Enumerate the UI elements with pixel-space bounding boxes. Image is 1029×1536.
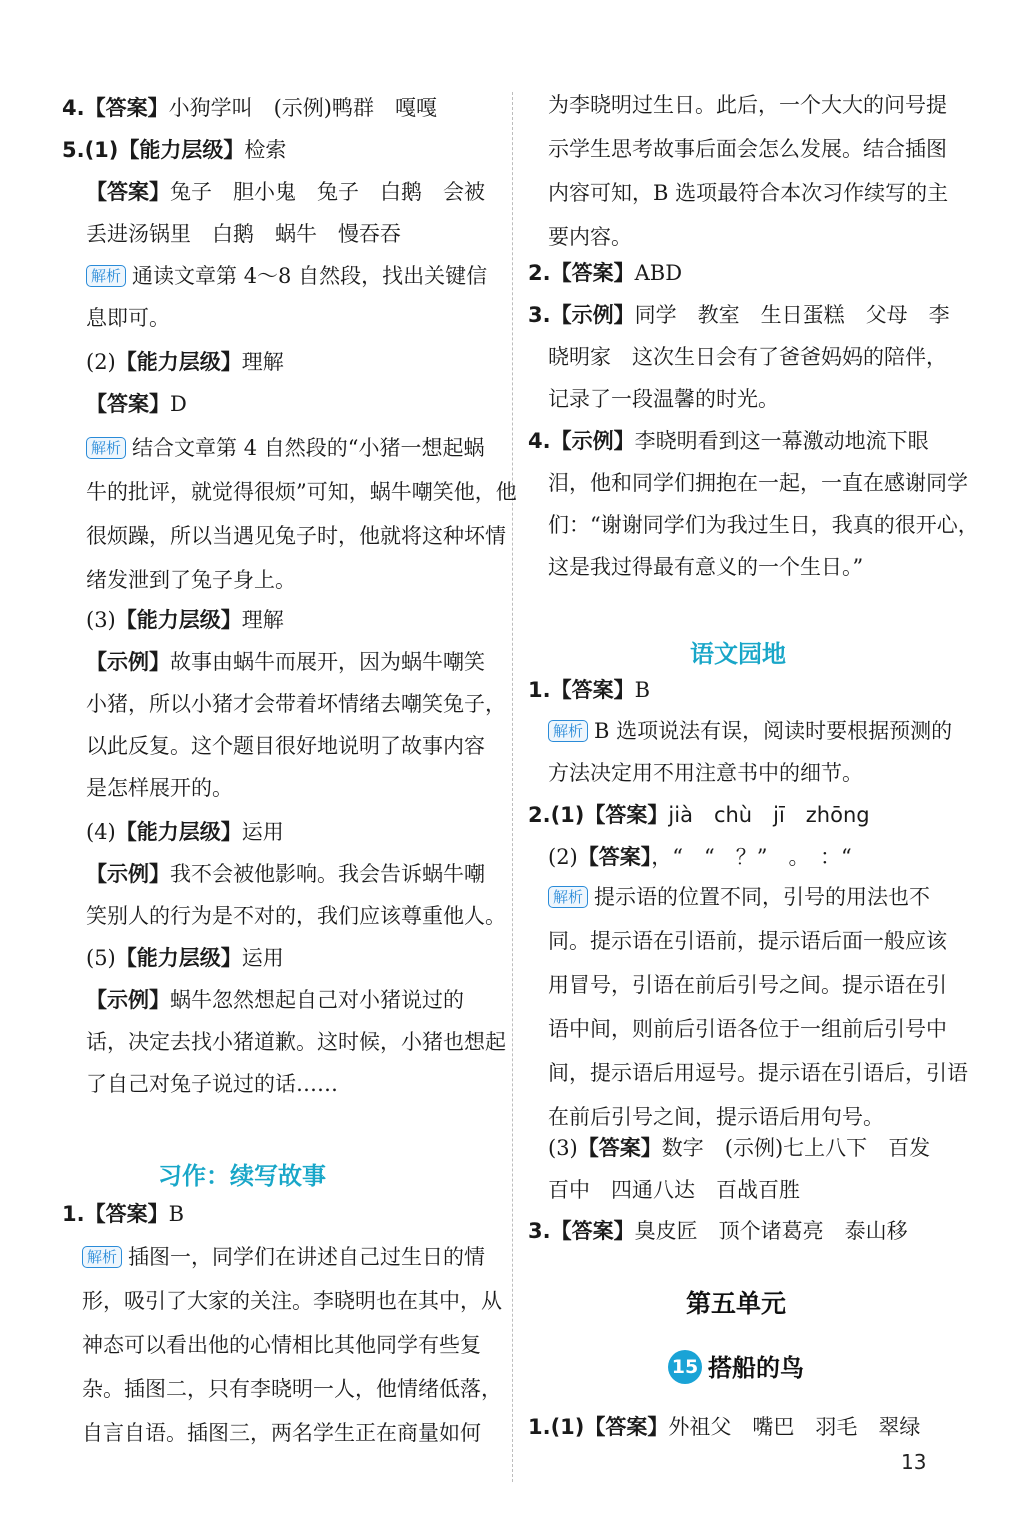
q5-3-example-line: 是怎样展开的。	[86, 776, 233, 800]
analysis-badge: 解析	[82, 1246, 122, 1268]
section-heading-garden: 语文园地	[690, 640, 786, 668]
w1-analysis-line: 杂。插图二，只有李晓明一人，他情绪低落，	[82, 1377, 502, 1401]
q5-5-level-line: (5)【能力层级】运用	[86, 946, 284, 970]
q5-1-level-line: 5.(1)【能力层级】检索	[62, 138, 287, 162]
q5-1-analysis-line: 息即可。	[86, 306, 170, 330]
analysis-badge: 解析	[548, 886, 588, 908]
w3-example-line: 晓明家 这次生日会有了爸爸妈妈的陪伴，	[548, 345, 947, 369]
w1-analysis-cont-line: 为李晓明过生日。此后，一个大大的问号提	[548, 93, 947, 117]
g1-analysis-line: 方法决定用不用注意书中的细节。	[548, 761, 863, 785]
q5-1-analysis-line: 解析 通读文章第 4～8 自然段，找出关键信	[86, 259, 487, 293]
column-divider	[512, 92, 513, 1482]
w4-example-line: 们：“谢谢同学们为我过生日，我真的很开心，	[548, 513, 979, 537]
w1-analysis-cont-line: 要内容。	[548, 225, 632, 249]
q5-3-example-line: 以此反复。这个题目很好地说明了故事内容	[86, 734, 485, 758]
g2-analysis-line: 用冒号，引语在前后引号之间。提示语在引	[548, 973, 947, 997]
q5-5-example-line: 了自己对兔子说过的话……	[86, 1072, 338, 1096]
q5-2-analysis-line: 牛的批评，就觉得很烦”可知，蜗牛嘲笑他，他	[86, 480, 517, 504]
w3-example-line: 记录了一段温馨的时光。	[548, 387, 779, 411]
w2-answer-line: 2.【答案】ABD	[528, 261, 683, 285]
lesson-title: 15 搭船的鸟	[668, 1348, 804, 1386]
q5-4-example-line: 【示例】我不会被他影响。我会告诉蜗牛嘲	[86, 862, 485, 886]
w1-analysis-cont-line: 内容可知，B 选项最符合本次习作续写的主	[548, 181, 949, 205]
w1-analysis-line: 神态可以看出他的心情相比其他同学有些复	[82, 1333, 481, 1357]
g1-analysis-line: 解析 B 选项说法有误，阅读时要根据预测的	[548, 714, 952, 748]
q5-5-example-line: 【示例】蜗牛忽然想起自己对小猪说过的	[86, 988, 464, 1012]
section-heading-writing: 习作：续写故事	[158, 1162, 326, 1190]
g2-1-answer-line: 2.(1)【答案】jià chù jī zhōng	[528, 803, 870, 827]
w1-analysis-line: 解析 插图一，同学们在讲述自己过生日的情	[82, 1240, 485, 1274]
q5-5-example-line: 话，决定去找小猪道歉。这时候，小猪也想起	[86, 1030, 506, 1054]
q5-2-level-line: (2)【能力层级】理解	[86, 350, 284, 374]
q5-4-example-line: 笑别人的行为是不对的，我们应该尊重他人。	[86, 904, 506, 928]
w4-example-line: 4.【示例】李晓明看到这一幕激动地流下眼	[528, 429, 929, 453]
q5-4-level-line: (4)【能力层级】运用	[86, 820, 284, 844]
w1-analysis-line: 自言自语。插图三，两名学生正在商量如何	[82, 1421, 481, 1445]
analysis-badge: 解析	[86, 265, 126, 287]
page-number: 13	[901, 1450, 927, 1474]
unit-title: 第五单元	[686, 1289, 787, 1318]
w4-example-line: 泪，他和同学们拥抱在一起，一直在感谢同学	[548, 471, 968, 495]
q5-1-answer-line: 丢进汤锅里 白鹅 蜗牛 慢吞吞	[86, 222, 401, 246]
q5-2-answer-line: 【答案】D	[86, 392, 187, 416]
q5-2-analysis-line: 绪发泄到了兔子身上。	[86, 568, 296, 592]
g2-analysis-line: 间，提示语后用逗号。提示语在引语后，引语	[548, 1061, 968, 1085]
q5-1-answer-line: 【答案】兔子 胆小鬼 兔子 白鹅 会被	[86, 180, 485, 204]
w1-answer-line: 1.【答案】B	[62, 1202, 185, 1226]
w1-analysis-cont-line: 示学生思考故事后面会怎么发展。结合插图	[548, 137, 947, 161]
q5-3-example-line: 【示例】故事由蜗牛而展开，因为蜗牛嘲笑	[86, 650, 485, 674]
g2-analysis-line: 语中间，则前后引语各位于一组前后引号中	[548, 1017, 947, 1041]
g2-3-answer-line: (3)【答案】数字 (示例)七上八下 百发	[548, 1136, 931, 1160]
g2-analysis-line: 同。提示语在引语前，提示语后面一般应该	[548, 929, 947, 953]
w3-example-line: 3.【示例】同学 教室 生日蛋糕 父母 李	[528, 303, 950, 327]
g1-answer-line: 1.【答案】B	[528, 678, 651, 702]
q5-3-level-line: (3)【能力层级】理解	[86, 608, 284, 632]
g2-analysis-line: 解析 提示语的位置不同，引号的用法也不	[548, 880, 930, 914]
q4-line: 4.【答案】小狗学叫 (示例)鸭群 嘎嘎	[62, 96, 437, 120]
g2-analysis-line: 在前后引号之间，提示语后用句号。	[548, 1105, 884, 1129]
q5-2-analysis-line: 很烦躁，所以当遇见兔子时，他就将这种坏情	[86, 524, 506, 548]
analysis-badge: 解析	[548, 720, 588, 742]
w4-example-line: 这是我过得最有意义的一个生日。”	[548, 555, 864, 579]
l1-answer-line: 1.(1)【答案】外祖父 嘴巴 羽毛 翠绿	[528, 1415, 921, 1439]
analysis-badge: 解析	[86, 437, 126, 459]
g2-3-answer-line: 百中 四通八达 百战百胜	[548, 1178, 800, 1202]
g2-2-answer-line: (2)【答案】，“ “ ？” 。 ：“	[548, 845, 852, 869]
q5-3-example-line: 小猪，所以小猪才会带着坏情绪去嘲笑兔子，	[86, 692, 506, 716]
q5-2-analysis-line: 解析 结合文章第 4 自然段的“小猪一想起蜗	[86, 431, 484, 465]
w1-analysis-line: 形，吸引了大家的关注。李晓明也在其中，从	[82, 1289, 502, 1313]
lesson-number-badge: 15	[668, 1350, 702, 1384]
g3-answer-line: 3.【答案】臭皮匠 顶个诸葛亮 泰山移	[528, 1219, 908, 1243]
